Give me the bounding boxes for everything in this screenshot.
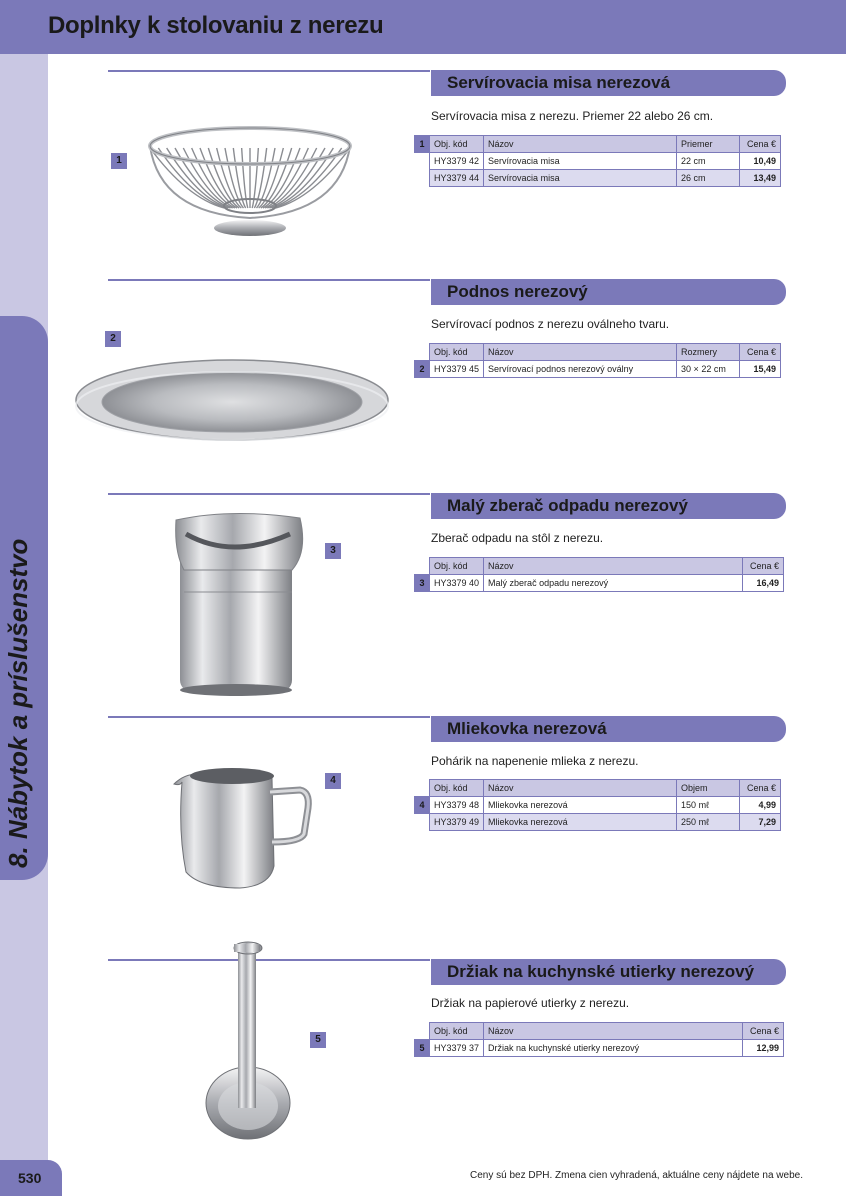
section-title: Mliekovka nerezová (447, 719, 607, 738)
table-marker: 4 (415, 797, 430, 814)
cell-name: Mliekovka nerezová (484, 814, 677, 831)
table-row (415, 361, 781, 378)
section-title: Malý zberač odpadu nerezový (447, 496, 688, 515)
section-title: Držiak na kuchynské utierky nerezový (447, 962, 755, 981)
image-marker: 3 (325, 543, 341, 559)
cell-code: HY3379 44 (430, 170, 484, 187)
cell-name: Mliekovka nerezová (484, 797, 677, 814)
page-title: Doplnky k stolovaniu z nerezu (48, 12, 384, 39)
col-header: Cena € (740, 136, 781, 153)
product-table (414, 779, 781, 831)
page-number: 530 (18, 1170, 42, 1186)
col-header: Cena € (740, 780, 781, 797)
cell-code: HY3379 49 (430, 814, 484, 831)
image-marker: 2 (105, 331, 121, 347)
cell-name: Malý zberač odpadu nerezový (484, 575, 743, 592)
col-header: Názov (484, 1023, 743, 1040)
cell-code: HY3379 45 (430, 361, 484, 378)
product-table (414, 135, 781, 187)
col-header: Priemer (677, 136, 740, 153)
cell-code: HY3379 42 (430, 153, 484, 170)
cell-code: HY3379 48 (430, 797, 484, 814)
col-header: Objem (677, 780, 740, 797)
section-rule (108, 716, 430, 718)
cell-size: 22 cm (677, 153, 740, 170)
cell-price: 4,99 (740, 797, 781, 814)
section-rule (108, 493, 430, 495)
table-row (415, 814, 781, 831)
col-header: Obj. kód (430, 1023, 484, 1040)
table-header-row (415, 780, 781, 797)
section-title-bar (431, 70, 786, 96)
table-marker: 3 (415, 575, 430, 592)
table-marker: 2 (415, 361, 430, 378)
col-header: Názov (484, 558, 743, 575)
cell-size: 250 mℓ (677, 814, 740, 831)
product-table (414, 343, 781, 378)
chapter-label: 8. Nábytok a príslušenstvo (3, 538, 33, 868)
table-marker: 5 (415, 1040, 430, 1057)
section-description: Pohárik na napenenie mlieka z nerezu. (431, 754, 639, 768)
section-rule (108, 70, 430, 72)
towel-holder-image (200, 938, 295, 1144)
image-marker: 5 (310, 1032, 326, 1048)
cell-name: Servírovacia misa (484, 153, 677, 170)
section-title-bar (431, 493, 786, 519)
col-header: Cena € (743, 1023, 784, 1040)
col-header: Názov (484, 136, 677, 153)
table-row (415, 797, 781, 814)
section-title: Servírovacia misa nerezová (447, 73, 671, 92)
product-table (414, 557, 784, 592)
table-row (415, 575, 784, 592)
table-row (415, 170, 781, 187)
cell-price: 7,29 (740, 814, 781, 831)
pitcher-image (170, 762, 315, 892)
section-title-bar (431, 959, 786, 985)
product-table (414, 1022, 784, 1057)
section-description: Servírovacia misa z nerezu. Priemer 22 alebo 26 cm. (431, 109, 714, 123)
col-header: Cena € (740, 344, 781, 361)
section-rule (108, 279, 430, 281)
table-header-row (415, 136, 781, 153)
cell-code: HY3379 40 (430, 575, 484, 592)
cell-size: 30 × 22 cm (677, 361, 740, 378)
tray-image (72, 350, 392, 445)
image-marker: 4 (325, 773, 341, 789)
cell-price: 12,99 (743, 1040, 784, 1057)
footer-note: Ceny sú bez DPH. Zmena cien vyhradená, aktuálne ceny nájdete na webe. (470, 1170, 803, 1181)
col-header: Obj. kód (430, 136, 484, 153)
header-bar (0, 0, 846, 54)
cell-code: HY3379 37 (430, 1040, 484, 1057)
table-row (415, 153, 781, 170)
page-number-tab (0, 1160, 62, 1196)
col-header: Rozmery (677, 344, 740, 361)
cell-price: 10,49 (740, 153, 781, 170)
section-description: Servírovací podnos z nerezu oválneho tvaru. (431, 317, 670, 331)
section-title: Podnos nerezový (447, 282, 588, 301)
cell-price: 16,49 (743, 575, 784, 592)
image-marker: 1 (111, 153, 127, 169)
col-header: Cena € (743, 558, 784, 575)
table-header-row (415, 558, 784, 575)
col-header: Názov (484, 780, 677, 797)
table-header-row (415, 344, 781, 361)
bowl-image (140, 118, 360, 243)
col-header: Obj. kód (430, 344, 484, 361)
table-header-row (415, 1023, 784, 1040)
table-marker: 1 (415, 136, 430, 153)
cell-name: Servírovací podnos nerezový oválny (484, 361, 677, 378)
cell-name: Servírovacia misa (484, 170, 677, 187)
col-header: Obj. kód (430, 558, 484, 575)
section-title-bar (431, 279, 786, 305)
section-title-bar (431, 716, 786, 742)
cell-size: 150 mℓ (677, 797, 740, 814)
table-row (415, 1040, 784, 1057)
cell-price: 15,49 (740, 361, 781, 378)
cell-size: 26 cm (677, 170, 740, 187)
col-header: Obj. kód (430, 780, 484, 797)
cell-price: 13,49 (740, 170, 781, 187)
bin-image (172, 512, 307, 697)
section-description: Držiak na papierové utierky z nerezu. (431, 996, 630, 1010)
section-description: Zberač odpadu na stôl z nerezu. (431, 531, 604, 545)
col-header: Názov (484, 344, 677, 361)
cell-name: Držiak na kuchynské utierky nerezový (484, 1040, 743, 1057)
